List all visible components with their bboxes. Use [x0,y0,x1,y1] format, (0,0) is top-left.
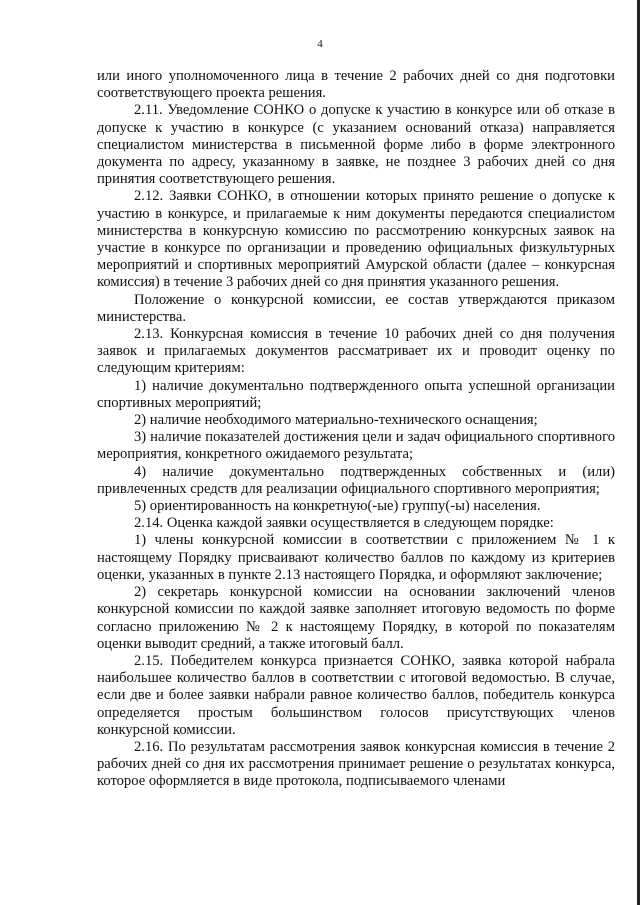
criterion-3: 3) наличие показателей достижения цели и задач официального спортивного мероприятия, конкретного ожидаемого результата; [97,429,615,463]
paragraph-2-14: 2.14. Оценка каждой заявки осуществляется в следующем порядке: [134,515,554,532]
paragraph-2-13: 2.13. Конкурсная комиссия в течение 10 рабочих дней со дня получения заявок и прилагаемых документов рассматривает их и проводит оценку по следующим критериям: [97,326,615,377]
paragraph-2-16: 2.16. По результатам рассмотрения заявок конкурсная комиссия в течение 2 рабочих дней со дня их рассмотрения принимает решение о результатах конкурса, которое оформляется в виде протокола, подписываемого членами [97,738,615,790]
criterion-1: 1) наличие документально подтвержденного опыта успешной организации спортивных мероприятий; [97,377,615,411]
document-body [97,68,615,791]
criterion-5: 5) ориентированность на конкретную(-ые) группу(-ы) населения. [134,498,541,515]
paragraph-continuation: или иного уполномоченного лица в течение 2 рабочих дней со дня подготовки соответствующего проекта решения. [97,68,615,102]
procedure-step-2: 2) секретарь конкурсной комиссии на основании заключений членов конкурсной комиссии по каждой заявке заполняет итоговую ведомость по форме согласно приложению № 2 к настоящему Порядку, в которой по показателям оценки выводит средний, а также итоговый балл. [97,584,615,652]
paragraph-commission-regulation: Положение о конкурсной комиссии, ее состав утверждаются приказом министерства. [97,291,615,325]
paragraph-2-12: 2.12. Заявки СОНКО, в отношении которых принято решение о допуске к участию в конкурсе, и прилагаемые к ним документы передаются специалистом министерства в конкурсную комиссию по рассмотрению конкурсных заявок на участие в конкурсе по организации и проведению официальных физкультурных мероприятий и спортивных мероприятий Амурской области (далее – конкурсная комиссия) в течение 3 рабочих дней со дня принятия указанного решения. [97,188,615,291]
page-number: 4 [317,38,323,50]
paragraph-2-15: 2.15. Победителем конкурса признается СОНКО, заявка которой набрала наибольшее количество баллов в соответствии с итоговой ведомостью. В случае, если две и более заявки набрали равное количество баллов, победитель конкурса определяется простым большинством голосов присутствующих членов конкурсной комиссии. [97,652,615,738]
criterion-2: 2) наличие необходимого материально-технического оснащения; [134,412,538,429]
paragraph-2-11: 2.11. Уведомление СОНКО о допуске к участию в конкурсе или об отказе в допуске к участию в конкурсе (с указанием оснований отказа) направляется специалистом министерства в письменной форме либо в форме электронного документа по адресу, указанному в заявке, не позднее 3 рабочих дней со дня принятия соответствующего решения. [97,102,615,188]
criterion-4: 4) наличие документально подтвержденных собственных и (или) привлеченных средств для реализации официального спортивного мероприятия; [97,463,615,497]
procedure-step-1: 1) члены конкурсной комиссии в соответствии с приложением № 1 к настоящему Порядку присваивают количество баллов по каждому из критериев оценки, указанных в пункте 2.13 настоящего Порядка, и оформляют заключение; [97,532,615,583]
